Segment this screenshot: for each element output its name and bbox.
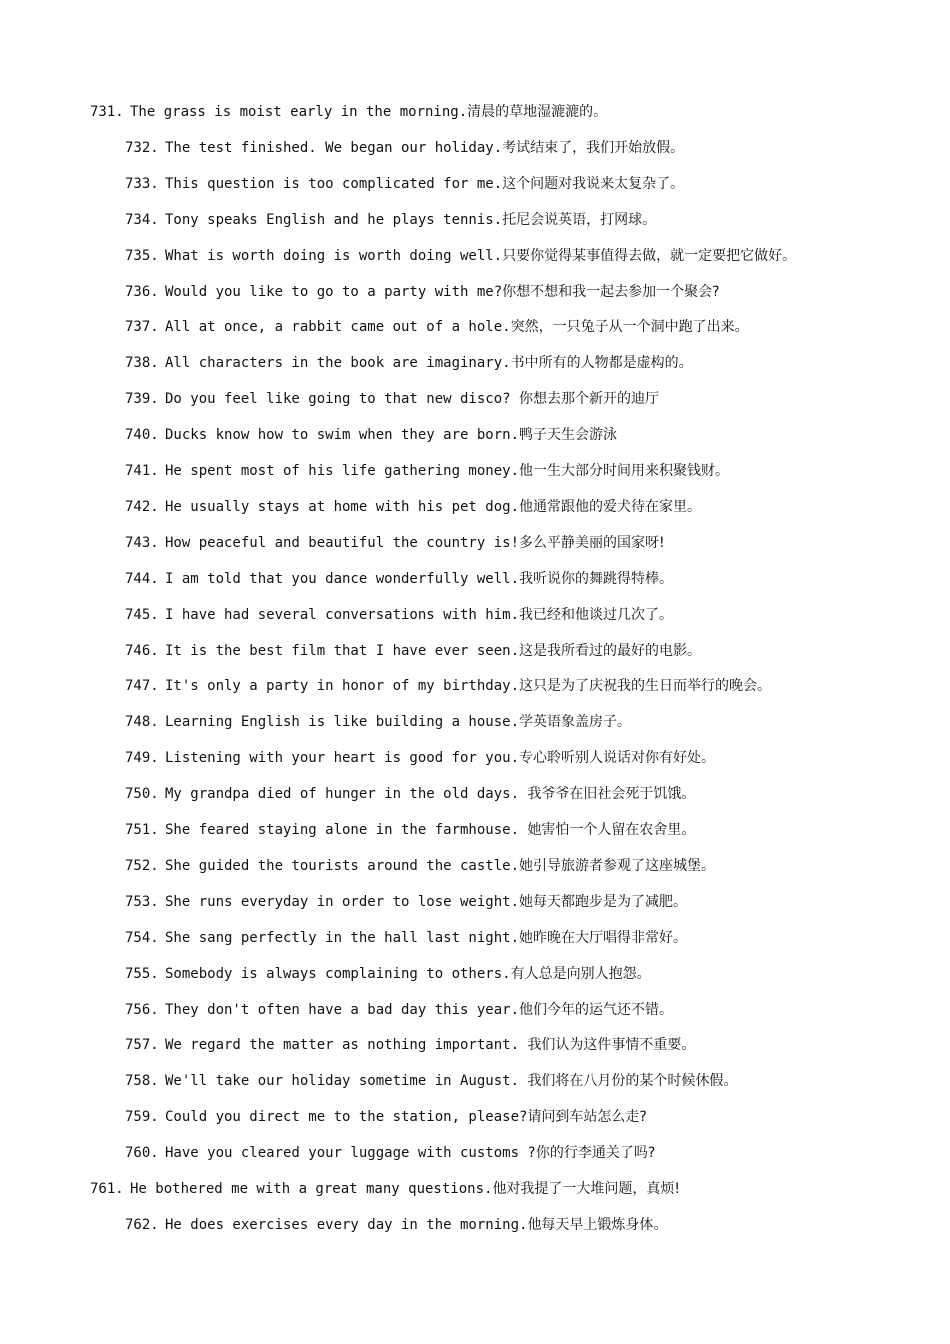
sentence-number: 759. <box>125 1109 159 1125</box>
sentence-number: 732. <box>125 140 159 156</box>
sentence-number: 755. <box>125 966 159 982</box>
sentence-number: 754. <box>125 930 159 946</box>
sentence-line <box>125 929 687 947</box>
chinese-translation: 这只是为了庆祝我的生日而举行的晚会。 <box>519 678 772 694</box>
english-sentence: Do you feel like going to that new disco? <box>165 391 520 407</box>
chinese-translation: 多么平静美丽的国家呀! <box>519 535 665 551</box>
english-sentence: They don't often have a bad day this year. <box>165 1002 520 1018</box>
chinese-translation: 她引导旅游者参观了这座城堡。 <box>519 858 716 874</box>
sentence-number: 735. <box>125 248 159 264</box>
english-sentence: He spent most of his life gathering money. <box>165 463 520 479</box>
english-sentence: He bothered me with a great many questions. <box>130 1181 493 1197</box>
sentence-line <box>125 677 771 695</box>
english-sentence: We'll take our holiday sometime in August. <box>165 1073 528 1089</box>
english-sentence: I have had several conversations with him. <box>165 607 520 623</box>
sentence-number: 737. <box>125 319 159 335</box>
sentence-line <box>125 821 695 839</box>
chinese-translation: 你想不想和我一起去参加一个聚会? <box>502 284 720 300</box>
sentence-line <box>125 354 693 372</box>
sentence-number: 731. <box>90 104 124 120</box>
chinese-translation: 突然，一只兔子从一个洞中跑了出来。 <box>510 319 749 335</box>
sentence-number: 761. <box>90 1181 124 1197</box>
chinese-translation: 有人总是向别人抱怨。 <box>510 966 651 982</box>
chinese-translation: 清晨的草地湿漉漉的。 <box>467 104 608 120</box>
english-sentence: She runs everyday in order to lose weight. <box>165 894 520 910</box>
sentence-number: 743. <box>125 535 159 551</box>
chinese-translation: 考试结束了，我们开始放假。 <box>502 140 685 156</box>
sentence-number: 739. <box>125 391 159 407</box>
sentence-line <box>125 857 715 875</box>
sentence-line <box>125 785 695 803</box>
english-sentence: The grass is moist early in the morning. <box>130 104 468 120</box>
sentence-number: 746. <box>125 643 159 659</box>
english-sentence: He usually stays at home with his pet dog. <box>165 499 520 515</box>
english-sentence: Have you cleared your luggage with customs ? <box>165 1145 536 1161</box>
sentence-line <box>125 283 720 301</box>
english-sentence: Would you like to go to a party with me? <box>165 284 503 300</box>
chinese-translation: 她昨晚在大厅唱得非常好。 <box>519 930 688 946</box>
sentence-line <box>125 893 687 911</box>
sentence-number: 757. <box>125 1037 159 1053</box>
sentence-number: 753. <box>125 894 159 910</box>
chinese-translation: 请问到车站怎么走? <box>527 1109 647 1125</box>
sentence-number: 733. <box>125 176 159 192</box>
english-sentence: It's only a party in honor of my birthday. <box>165 678 520 694</box>
sentence-number: 751. <box>125 822 159 838</box>
chinese-translation: 我们将在八月份的某个时候休假。 <box>527 1073 738 1089</box>
english-sentence: She sang perfectly in the hall last night. <box>165 930 520 946</box>
sentence-line <box>125 1072 737 1090</box>
chinese-translation: 书中所有的人物都是虚构的。 <box>510 355 693 371</box>
chinese-translation: 他通常跟他的爱犬待在家里。 <box>519 499 702 515</box>
chinese-translation: 她害怕一个人留在农舍里。 <box>527 822 696 838</box>
sentence-line <box>90 1180 680 1198</box>
sentence-number: 736. <box>125 284 159 300</box>
sentence-number: 758. <box>125 1073 159 1089</box>
sentence-line <box>125 1001 673 1019</box>
sentence-line <box>125 390 659 408</box>
sentence-number: 738. <box>125 355 159 371</box>
sentence-number: 745. <box>125 607 159 623</box>
english-sentence: Tony speaks English and he plays tennis. <box>165 212 503 228</box>
chinese-translation: 他一生大部分时间用来积聚钱财。 <box>519 463 730 479</box>
chinese-translation: 他们今年的运气还不错。 <box>519 1002 674 1018</box>
sentence-line <box>125 139 684 157</box>
english-sentence: The test finished. We began our holiday. <box>165 140 503 156</box>
sentence-line <box>125 1036 695 1054</box>
sentence-line <box>125 570 673 588</box>
sentence-number: 762. <box>125 1217 159 1233</box>
english-sentence: What is worth doing is worth doing well. <box>165 248 503 264</box>
english-sentence: All at once, a rabbit came out of a hole. <box>165 319 511 335</box>
sentence-line <box>125 534 665 552</box>
sentence-line <box>125 247 796 265</box>
sentence-line <box>125 318 749 336</box>
sentence-number: 740. <box>125 427 159 443</box>
sentence-line <box>125 1216 667 1234</box>
chinese-translation: 我已经和他谈过几次了。 <box>519 607 674 623</box>
sentence-number: 734. <box>125 212 159 228</box>
english-sentence: He does exercises every day in the morning. <box>165 1217 528 1233</box>
chinese-translation: 她每天都跑步是为了减肥。 <box>519 894 688 910</box>
sentence-line <box>125 498 701 516</box>
sentence-number: 744. <box>125 571 159 587</box>
english-sentence: It is the best film that I have ever seen. <box>165 643 520 659</box>
sentence-line <box>125 713 631 731</box>
english-sentence: We regard the matter as nothing important. <box>165 1037 528 1053</box>
english-sentence: She feared staying alone in the farmhouse. <box>165 822 528 838</box>
chinese-translation: 托尼会说英语，打网球。 <box>502 212 657 228</box>
english-sentence: My grandpa died of hunger in the old days. <box>165 786 528 802</box>
chinese-translation: 只要你觉得某事值得去做，就一定要把它做好。 <box>502 248 797 264</box>
english-sentence: Could you direct me to the station, please? <box>165 1109 528 1125</box>
english-sentence: This question is too complicated for me. <box>165 176 503 192</box>
sentence-line <box>125 1144 655 1162</box>
sentence-line <box>125 462 729 480</box>
sentence-number: 760. <box>125 1145 159 1161</box>
sentence-number: 748. <box>125 714 159 730</box>
chinese-translation: 鸭子天生会游泳 <box>519 427 618 443</box>
chinese-translation: 专心聆听别人说话对你有好处。 <box>519 750 716 766</box>
chinese-translation: 这是我所看过的最好的电影。 <box>519 643 702 659</box>
chinese-translation: 这个问题对我说来太复杂了。 <box>502 176 685 192</box>
sentence-line <box>125 426 617 444</box>
sentence-number: 756. <box>125 1002 159 1018</box>
sentence-line <box>90 103 607 121</box>
english-sentence: Ducks know how to swim when they are born. <box>165 427 520 443</box>
sentence-number: 752. <box>125 858 159 874</box>
chinese-translation: 你想去那个新开的迪厅 <box>519 391 660 407</box>
english-sentence: She guided the tourists around the castle. <box>165 858 520 874</box>
sentence-line <box>125 175 684 193</box>
english-sentence: All characters in the book are imaginary. <box>165 355 511 371</box>
english-sentence: Somebody is always complaining to others. <box>165 966 511 982</box>
english-sentence: Learning English is like building a house. <box>165 714 520 730</box>
english-sentence: Listening with your heart is good for you. <box>165 750 520 766</box>
chinese-translation: 学英语象盖房子。 <box>519 714 632 730</box>
sentence-line <box>125 642 701 660</box>
sentence-line <box>125 749 715 767</box>
sentence-number: 742. <box>125 499 159 515</box>
english-sentence: How peaceful and beautiful the country is! <box>165 535 520 551</box>
chinese-translation: 我们认为这件事情不重要。 <box>527 1037 696 1053</box>
chinese-translation: 我听说你的舞跳得特棒。 <box>519 571 674 587</box>
sentence-number: 750. <box>125 786 159 802</box>
sentence-number: 747. <box>125 678 159 694</box>
sentence-number: 749. <box>125 750 159 766</box>
chinese-translation: 你的行李通关了吗? <box>535 1145 656 1161</box>
sentence-line <box>125 606 673 624</box>
sentence-line <box>125 211 656 229</box>
english-sentence: I am told that you dance wonderfully well. <box>165 571 520 587</box>
chinese-translation: 他对我提了一大堆问题，真烦! <box>492 1181 681 1197</box>
sentence-line <box>125 1108 647 1126</box>
sentence-number: 741. <box>125 463 159 479</box>
chinese-translation: 我爷爷在旧社会死于饥饿。 <box>527 786 696 802</box>
chinese-translation: 他每天早上锻炼身体。 <box>527 1217 668 1233</box>
sentence-line <box>125 965 651 983</box>
